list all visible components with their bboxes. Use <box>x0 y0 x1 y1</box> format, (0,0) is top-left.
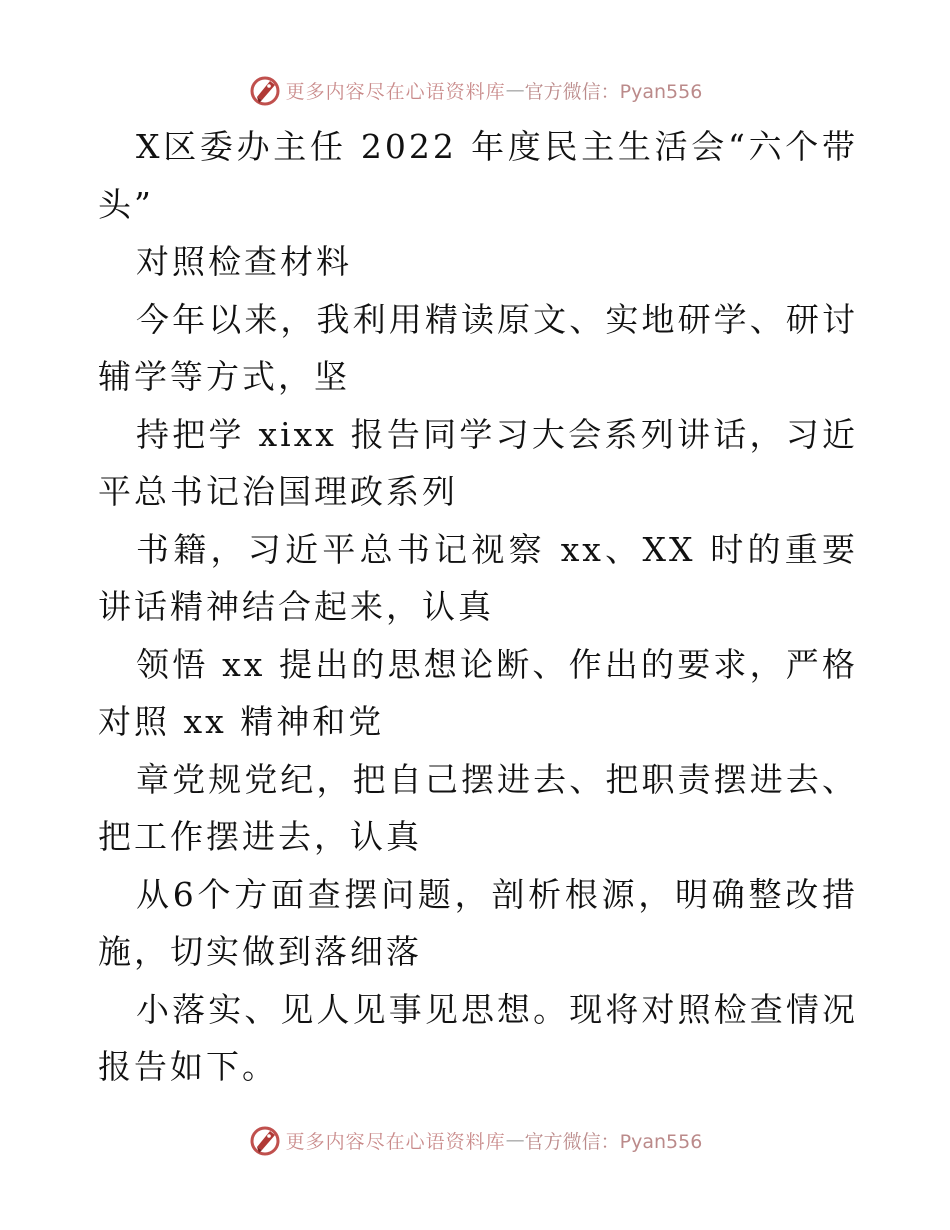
footer-watermark <box>0 1120 950 1160</box>
body-line-6: 从6个方面查摆问题，剖析根源，明确整改措施，切实做到落细落 <box>98 874 858 971</box>
body-line-4: 领悟 xx 提出的思想论断、作出的要求，严格对照 xx 精神和党 <box>98 644 858 741</box>
document-subtitle: 对照检查材料 <box>136 242 352 281</box>
body-line-7: 小落实、见人见事见思想。现将对照检查情况报告如下。 <box>98 989 858 1086</box>
watermark-wechat: 官方微信：Pyan556 <box>524 1130 703 1153</box>
body-line-1: 今年以来，我利用精读原文、实地研学、研讨辅学等方式，坚 <box>98 299 858 396</box>
watermark-slogan: 更多内容尽在心语资料库 <box>285 80 506 103</box>
pen-nib-logo-icon <box>248 1123 282 1157</box>
watermark-separator: — <box>505 1129 525 1151</box>
watermark-separator: — <box>505 79 525 101</box>
pen-nib-logo-icon <box>248 73 282 107</box>
document-body <box>98 118 858 1096</box>
watermark-wechat: 官方微信：Pyan556 <box>524 80 703 103</box>
header-watermark <box>0 70 950 110</box>
body-line-5: 章党规党纪，把自己摆进去、把职责摆进去、把工作摆进去，认真 <box>98 759 858 856</box>
document-title: X区委办主任 2022 年度民主生活会“六个带头” <box>98 127 858 224</box>
watermark-slogan: 更多内容尽在心语资料库 <box>285 1130 506 1153</box>
body-line-2: 持把学 xixx 报告同学习大会系列讲话，习近平总书记治国理政系列 <box>98 414 858 511</box>
body-line-3: 书籍，习近平总书记视察 xx、XX 时的重要讲话精神结合起来，认真 <box>98 529 858 626</box>
